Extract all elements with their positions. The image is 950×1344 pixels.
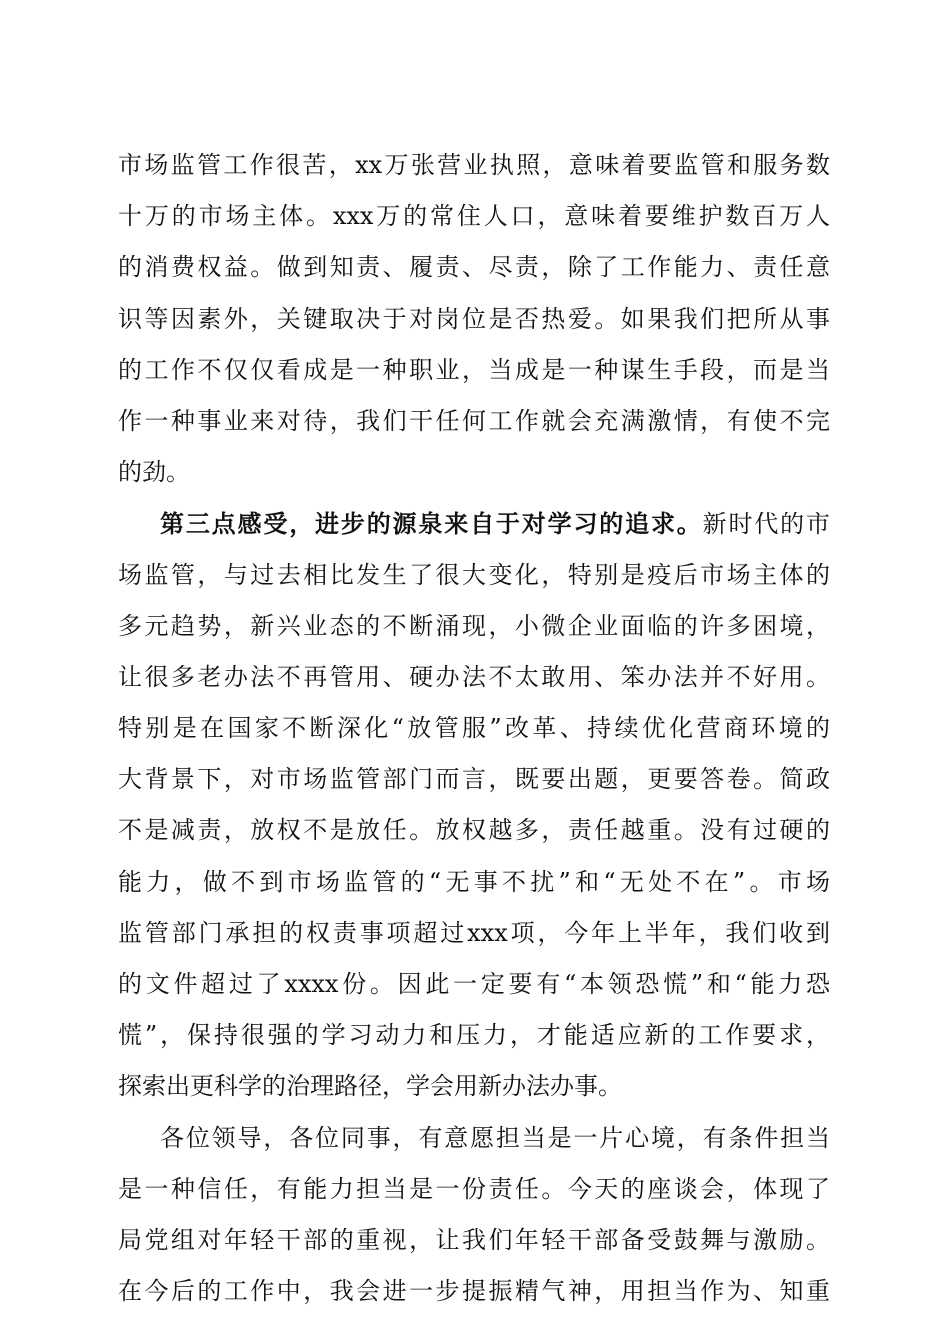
text-line: 的工作不仅仅看成是一种职业，当成是一种谋生手段，而是当 xyxy=(118,355,830,384)
document-page xyxy=(118,140,830,1317)
text-line: 市场监管工作很苦，xx万张营业执照，意味着要监管和服务数 xyxy=(118,151,830,179)
text-line: 作一种事业来对待，我们干任何工作就会充满激情，有使不完 xyxy=(118,406,830,435)
text-line: 场监管，与过去相比发生了很大变化，特别是疫后市场主体的 xyxy=(118,560,830,589)
paragraph-1 xyxy=(118,140,830,498)
text-line: 识等因素外，关键取决于对岗位是否热爱。如果我们把所从事 xyxy=(118,304,830,333)
text-line: 慌”，保持很强的学习动力和压力，才能适应新的工作要求， xyxy=(118,1021,830,1050)
text-line: 监管部门承担的权责事项超过xxx项，今年上半年，我们收到 xyxy=(118,918,830,947)
text-line: 的消费权益。做到知责、履责、尽责，除了工作能力、责任意 xyxy=(118,253,830,282)
text-line: 让很多老办法不再管用、硬办法不太敢用、笨办法并不好用。 xyxy=(118,662,830,691)
text-line: 大背景下，对市场监管部门而言，既要出题，更要答卷。简政 xyxy=(118,765,830,794)
text-line: 的劲。 xyxy=(118,458,190,487)
paragraph-lead-heading: 第三点感受，进步的源泉来自于对学习的追求。 xyxy=(160,509,703,539)
text-line: 各位领导，各位同事，有意愿担当是一片心境，有条件担当 xyxy=(160,1123,830,1152)
text-line: 特别是在国家不断深化“放管服”改革、持续优化营商环境的 xyxy=(118,714,830,743)
text-line: 局党组对年轻干部的重视，让我们年轻干部备受鼓舞与激励。 xyxy=(118,1225,830,1254)
text-line: 探索出更科学的治理路径，学会用新办法办事。 xyxy=(118,1072,622,1101)
text-line-with-heading xyxy=(118,498,830,549)
text-line: 的文件超过了xxxx份。因此一定要有“本领恐慌”和“能力恐 xyxy=(118,970,830,998)
text-line: 能力，做不到市场监管的“无事不扰”和“无处不在”。市场 xyxy=(118,867,830,896)
text-line: 多元趋势，新兴业态的不断涌现，小微企业面临的许多困境， xyxy=(118,611,830,640)
text-line: 不是减责，放权不是放任。放权越多，责任越重。没有过硬的 xyxy=(118,816,830,845)
text-line: 是一种信任，有能力担当是一份责任。今天的座谈会，体现了 xyxy=(118,1174,830,1203)
paragraph-2 xyxy=(118,498,830,1112)
text-line: 在今后的工作中，我会进一步提振精气神，用担当作为、知重 xyxy=(118,1277,830,1306)
paragraph-3 xyxy=(118,1113,830,1318)
text-line-rest: 新时代的市 xyxy=(702,510,830,539)
text-line: 十万的市场主体。xxx万的常住人口，意味着要维护数百万人 xyxy=(118,202,830,231)
